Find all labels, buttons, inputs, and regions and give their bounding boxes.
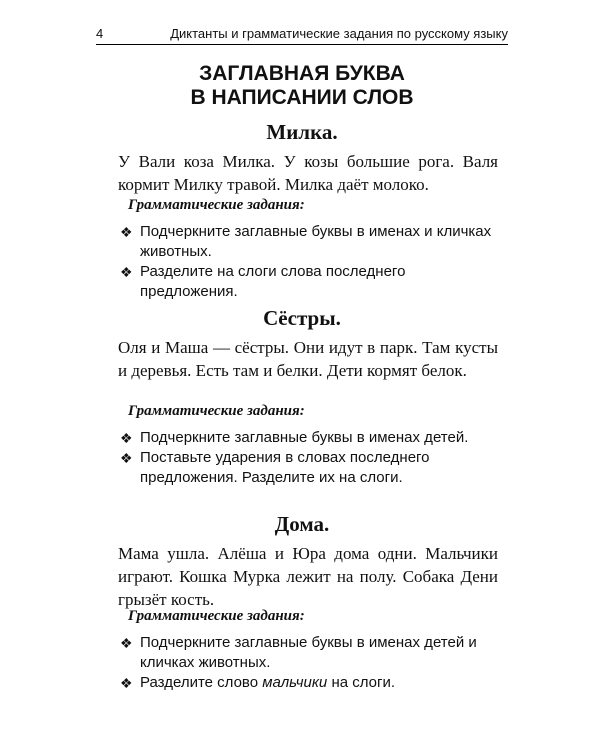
task-emphasis-word: мальчики — [262, 674, 328, 691]
text-title-sestry: Сёстры. — [263, 306, 341, 330]
diamond-bullet-icon: ❖ — [120, 635, 133, 651]
text-title-milka: Милка. — [266, 120, 338, 144]
diamond-bullet-icon: ❖ — [120, 675, 133, 691]
running-title: Диктанты и грамматические задания по русскому языку — [170, 26, 508, 41]
task-item: ❖ Разделите на слоги слова последнего предложения. — [120, 263, 406, 300]
task-text-before: Разделите слово — [140, 674, 259, 691]
dictation-text-doma: Мама ушла. Алёша и Юра дома одни. Мальчики играют. Кошка Мурка лежит на полу. Собака Дени грызёт кость. — [118, 544, 498, 609]
task-item: ❖ Подчеркните заглавные буквы в именах и кличках животных. — [120, 223, 492, 260]
diamond-bullet-icon: ❖ — [120, 430, 133, 446]
text-title-doma: Дома. — [274, 512, 330, 536]
page-number: 4 — [96, 26, 104, 41]
task-list — [118, 428, 502, 488]
page-header — [96, 24, 508, 45]
task-list — [118, 633, 502, 693]
task-item: ❖ Подчеркните заглавные буквы в именах детей и кличках животных. — [120, 634, 477, 671]
task-item: ❖ Поставьте ударения в словах последнего предложения. Разделите их на слоги. — [120, 449, 430, 486]
tasks-label: Грамматические задания: — [128, 403, 305, 419]
diamond-bullet-icon: ❖ — [120, 224, 133, 240]
chapter-title-line-2: В НАПИСАНИИ СЛОВ — [190, 86, 414, 109]
tasks-label: Грамматические задания: — [128, 608, 305, 624]
task-text-after: на слоги. — [331, 674, 396, 691]
chapter-title-line-1: ЗАГЛАВНАЯ БУКВА — [199, 62, 405, 85]
diamond-bullet-icon: ❖ — [120, 264, 133, 280]
diamond-bullet-icon: ❖ — [120, 450, 133, 466]
task-item — [118, 673, 502, 693]
task-item: ❖ Подчеркните заглавные буквы в именах детей. — [120, 429, 469, 446]
tasks-label: Грамматические задания: — [128, 197, 305, 213]
task-list — [118, 222, 502, 302]
dictation-text-sestry: Оля и Маша — сёстры. Они идут в парк. Там кусты и деревья. Есть там и белки. Дети кормят белок. — [118, 338, 498, 380]
dictation-text-milka: У Вали коза Милка. У козы большие рога. Валя кормит Милку травой. Милка даёт молоко. — [118, 152, 498, 194]
chapter-title — [96, 62, 508, 110]
